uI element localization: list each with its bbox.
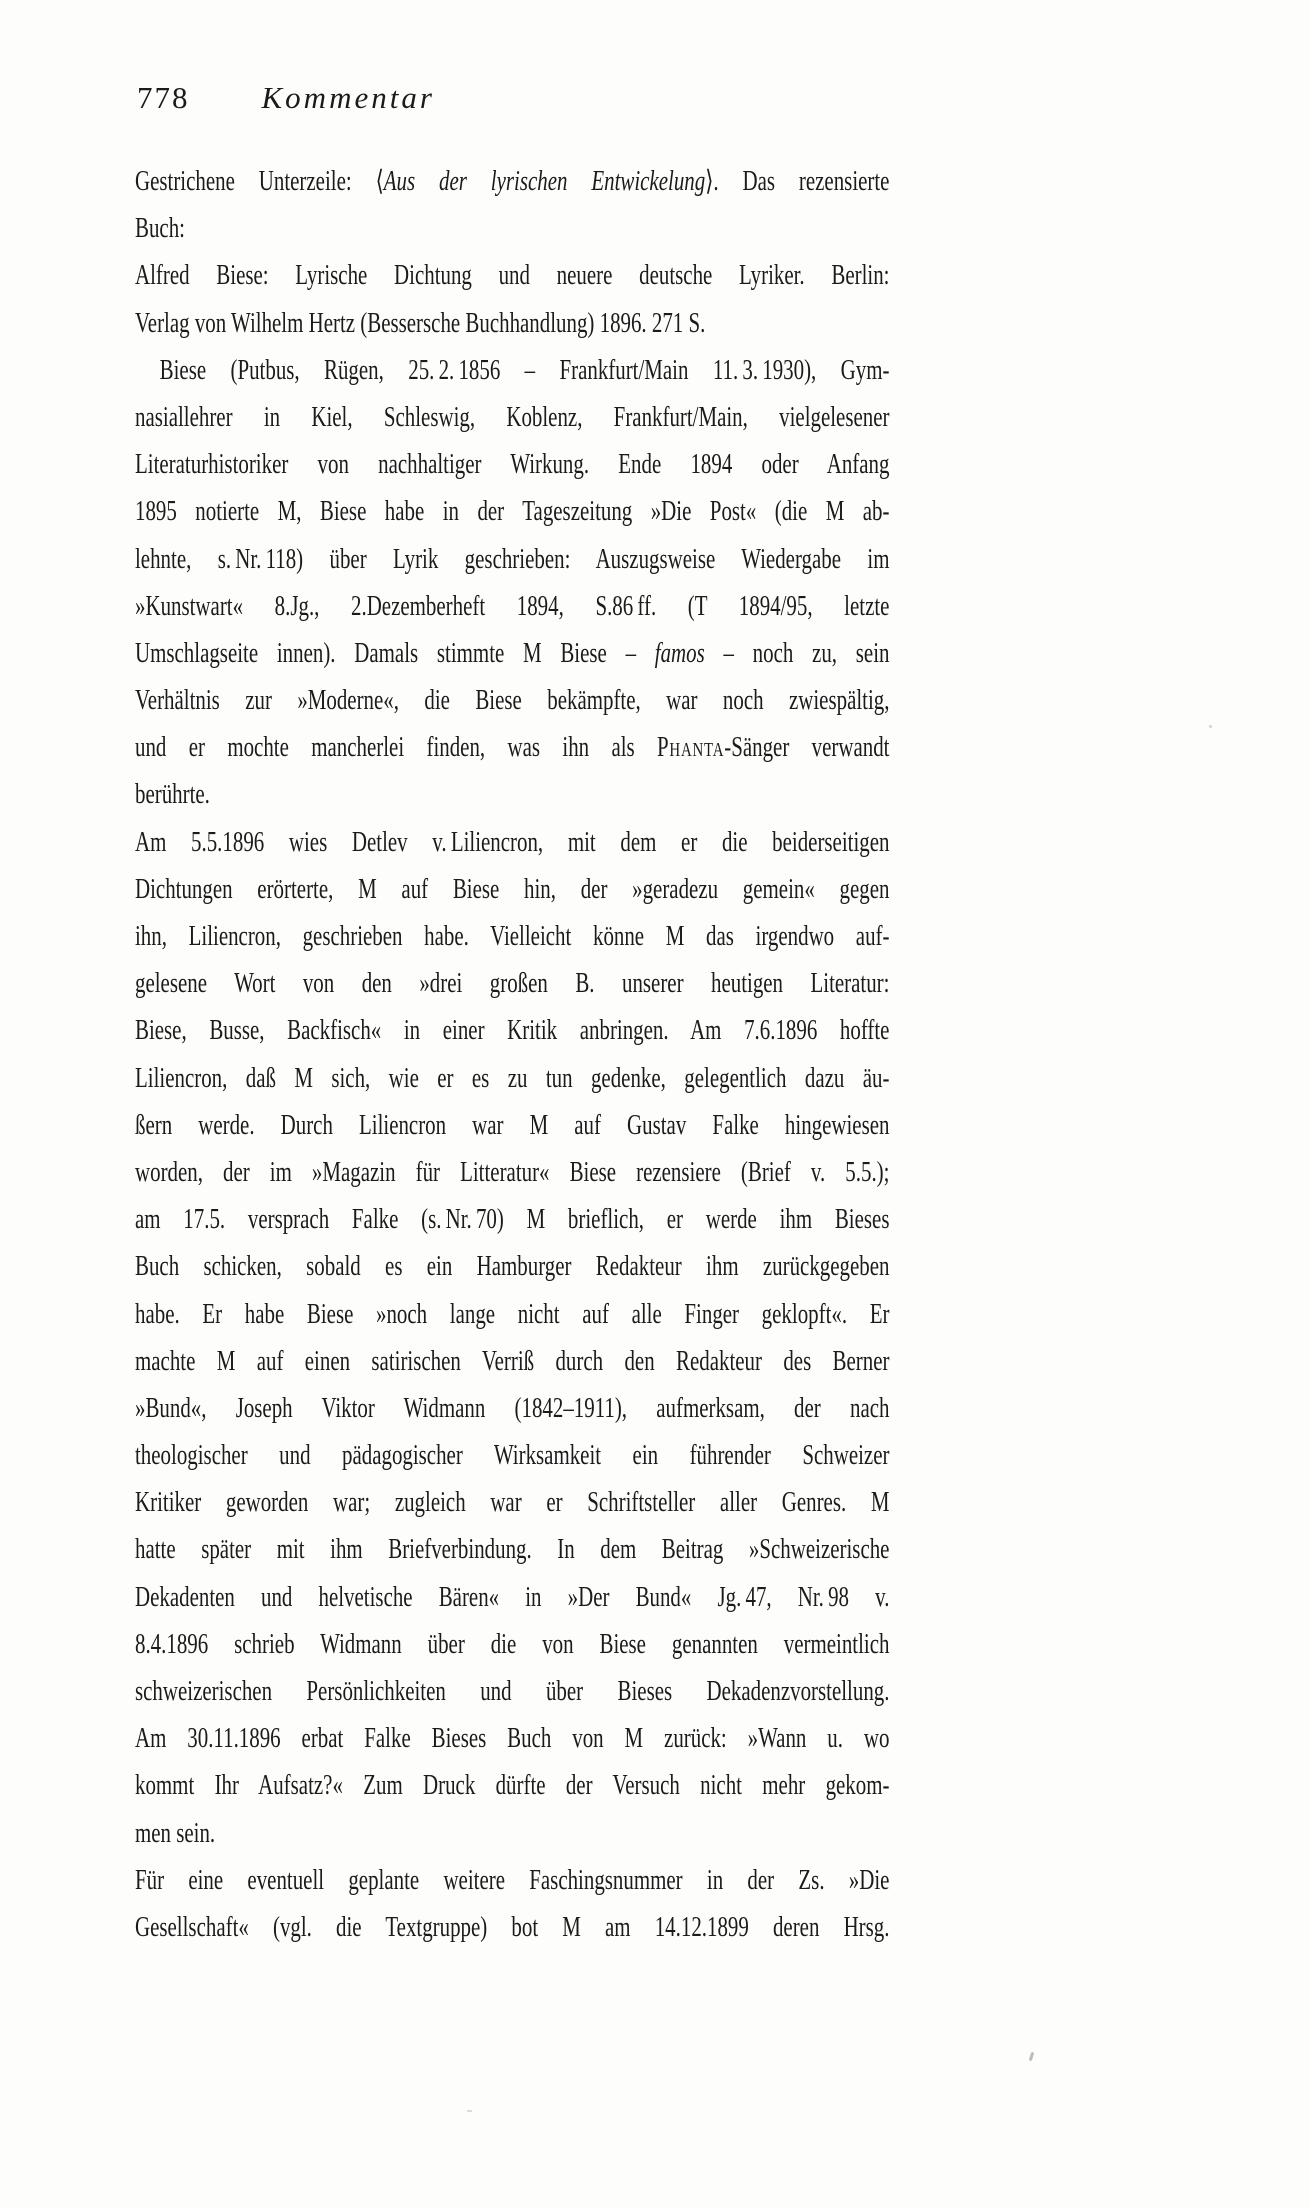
text-segment: 1895 notierte M, Biese habe in der Tageszeitung »Die Post« (die M ab- <box>135 496 890 528</box>
text-segment: Dekadenten und helvetische Bären« in »Der Bund« Jg. 47, Nr. 98 v. <box>135 1581 890 1613</box>
text-segment: Biese (Putbus, Rügen, 25. 2. 1856 – Frankfurt/Main 11. 3. 1930), Gym- <box>159 354 890 386</box>
text-line <box>135 913 889 960</box>
text-segment: kommt Ihr Aufsatz?« Zum Druck dürfte der Versuch nicht mehr gekom- <box>135 1770 890 1802</box>
text-segment: men sein. <box>135 1817 216 1849</box>
text-segment: Gesellschaft« (vgl. die Textgruppe) bot M am 14.12.1899 deren Hrsg. <box>135 1911 890 1943</box>
text-segment: berührte. <box>135 779 210 811</box>
text-segment: »Kunstwart« 8.Jg., 2.Dezemberheft 1894, S.86 ff. (T 1894/95, letzte <box>135 590 890 622</box>
text-line <box>135 1715 889 1762</box>
text-line <box>135 1291 889 1338</box>
text-line <box>135 771 889 818</box>
text-line <box>135 394 889 441</box>
text-line <box>135 583 889 630</box>
text-segment: am 17.5. versprach Falke (s. Nr. 70) M brieflich, er werde ihm Bieses <box>135 1204 890 1236</box>
text-segment: Kritiker geworden war; zugleich war er Schriftsteller aller Genres. M <box>135 1487 890 1519</box>
text-line <box>135 1432 889 1479</box>
text-line <box>135 630 889 677</box>
text-line <box>135 1385 889 1432</box>
text-segment: Am 30.11.1896 erbat Falke Bieses Buch von M zurück: »Wann u. wo <box>135 1723 890 1755</box>
text-line <box>135 1526 889 1573</box>
text-segment: Alfred Biese: Lyrische Dichtung und neuere deutsche Lyriker. Berlin: <box>135 260 890 292</box>
text-segment: und er mochte mancherlei finden, was ihn als <box>135 732 658 764</box>
text-line <box>135 724 889 771</box>
text-segment: »Bund«, Joseph Viktor Widmann (1842–1911), aufmerksam, der nach <box>135 1392 890 1424</box>
text-line <box>135 677 889 724</box>
text-line <box>135 1574 889 1621</box>
text-segment: gelesene Wort von den »drei großen B. unserer heutigen Literatur: <box>135 968 890 1000</box>
text-segment: – noch zu, sein <box>704 637 890 669</box>
italic-text: famos <box>654 637 705 669</box>
text-segment: Biese, Busse, Backfisch« in einer Kritik anbringen. Am 7.6.1896 hoffte <box>135 1015 890 1047</box>
text-line <box>135 1479 889 1526</box>
text-segment: Buch schicken, sobald es ein Hamburger Redakteur ihm zurückgegeben <box>135 1251 890 1283</box>
text-line <box>135 1904 889 1951</box>
text-segment: machte M auf einen satirischen Verriß durch den Redakteur des Berner <box>135 1345 890 1377</box>
text-segment: worden, der im »Magazin für Litteratur« Biese rezensiere (Brief v. 5.5.); <box>135 1156 890 1188</box>
page-number: 778 <box>137 80 190 115</box>
running-head: Kommentar <box>261 80 435 115</box>
text-line <box>135 488 889 535</box>
text-line <box>135 1810 889 1857</box>
text-segment: -Sänger verwandt <box>724 732 890 764</box>
italic-text: Aus der lyrischen Entwickelung <box>383 166 706 197</box>
text-line <box>135 1621 889 1668</box>
page-header <box>137 80 1137 116</box>
text-line <box>135 1196 889 1243</box>
text-line <box>135 1149 889 1196</box>
text-segment: nasiallehrer in Kiel, Schleswig, Koblenz, Frankfurt/Main, vielgelesener <box>135 401 890 433</box>
text-line <box>135 866 889 913</box>
text-line <box>135 252 889 299</box>
text-line <box>135 1243 889 1290</box>
text-segment: schweizerischen Persönlichkeiten und über Bieses Dekadenzvorstellung. <box>135 1676 890 1707</box>
text-segment: lehnte, s. Nr. 118) über Lyrik geschrieben: Auszugsweise Wiedergabe im <box>135 543 890 575</box>
scan-speck <box>1029 2052 1035 2061</box>
text-segment: Liliencron, daß M sich, wie er es zu tun gedenke, gelegentlich dazu äu- <box>135 1062 890 1094</box>
text-line <box>135 441 889 488</box>
text-segment: Verlag von Wilhelm Hertz (Bessersche Buchhandlung) 1896. 271 S. <box>135 307 706 339</box>
text-line <box>135 1055 889 1102</box>
text-segment: Gestrichene Unterzeile: ⟨ <box>135 166 384 197</box>
text-line <box>135 1007 889 1054</box>
text-segment: 8.4.1896 schrieb Widmann über die von Biese genannten vermeintlich <box>135 1628 890 1660</box>
text-segment: Dichtungen erörterte, M auf Biese hin, der »geradezu gemein« gegen <box>135 873 890 905</box>
text-line <box>135 1102 889 1149</box>
text-line <box>135 536 889 583</box>
text-line <box>135 347 889 394</box>
text-segment: ßern werde. Durch Liliencron war M auf Gustav Falke hingewiesen <box>135 1109 890 1141</box>
body-text <box>135 158 889 1951</box>
text-segment: Umschlagseite innen). Damals stimmte M Biese – <box>135 637 655 669</box>
scan-speck <box>1209 725 1212 728</box>
text-segment: hatte später mit ihm Briefverbindung. In dem Beitrag »Schweizerische <box>135 1534 890 1566</box>
text-line <box>135 819 889 866</box>
scan-speck <box>467 2110 472 2112</box>
text-segment: habe. Er habe Biese »noch lange nicht auf alle Finger geklopft«. Er <box>135 1298 890 1330</box>
text-segment: Am 5.5.1896 wies Detlev v. Liliencron, mit dem er die beiderseitigen <box>135 826 890 858</box>
text-line <box>135 300 889 347</box>
text-segment: Literaturhistoriker von nachhaltiger Wirkung. Ende 1894 oder Anfang <box>135 449 890 481</box>
text-segment: Buch: <box>135 213 185 245</box>
text-segment: theologischer und pädagogischer Wirksamkeit ein führender Schweizer <box>135 1440 890 1472</box>
text-line <box>135 205 889 252</box>
text-line <box>135 1668 889 1715</box>
text-line <box>135 1762 889 1809</box>
text-segment: ihn, Liliencron, geschrieben habe. Vielleicht könne M das irgendwo auf- <box>135 921 890 952</box>
text-segment: ⟩. Das rezensierte <box>705 166 890 197</box>
smallcaps-text: Phanta <box>657 732 725 764</box>
text-segment: Für eine eventuell geplante weitere Faschingsnummer in der Zs. »Die <box>135 1864 890 1896</box>
text-segment: Verhältnis zur »Moderne«, die Biese bekämpfte, war noch zwiespältig, <box>135 685 890 717</box>
text-line <box>135 158 889 205</box>
text-line <box>135 960 889 1007</box>
text-line <box>135 1857 889 1904</box>
text-line <box>135 1338 889 1385</box>
